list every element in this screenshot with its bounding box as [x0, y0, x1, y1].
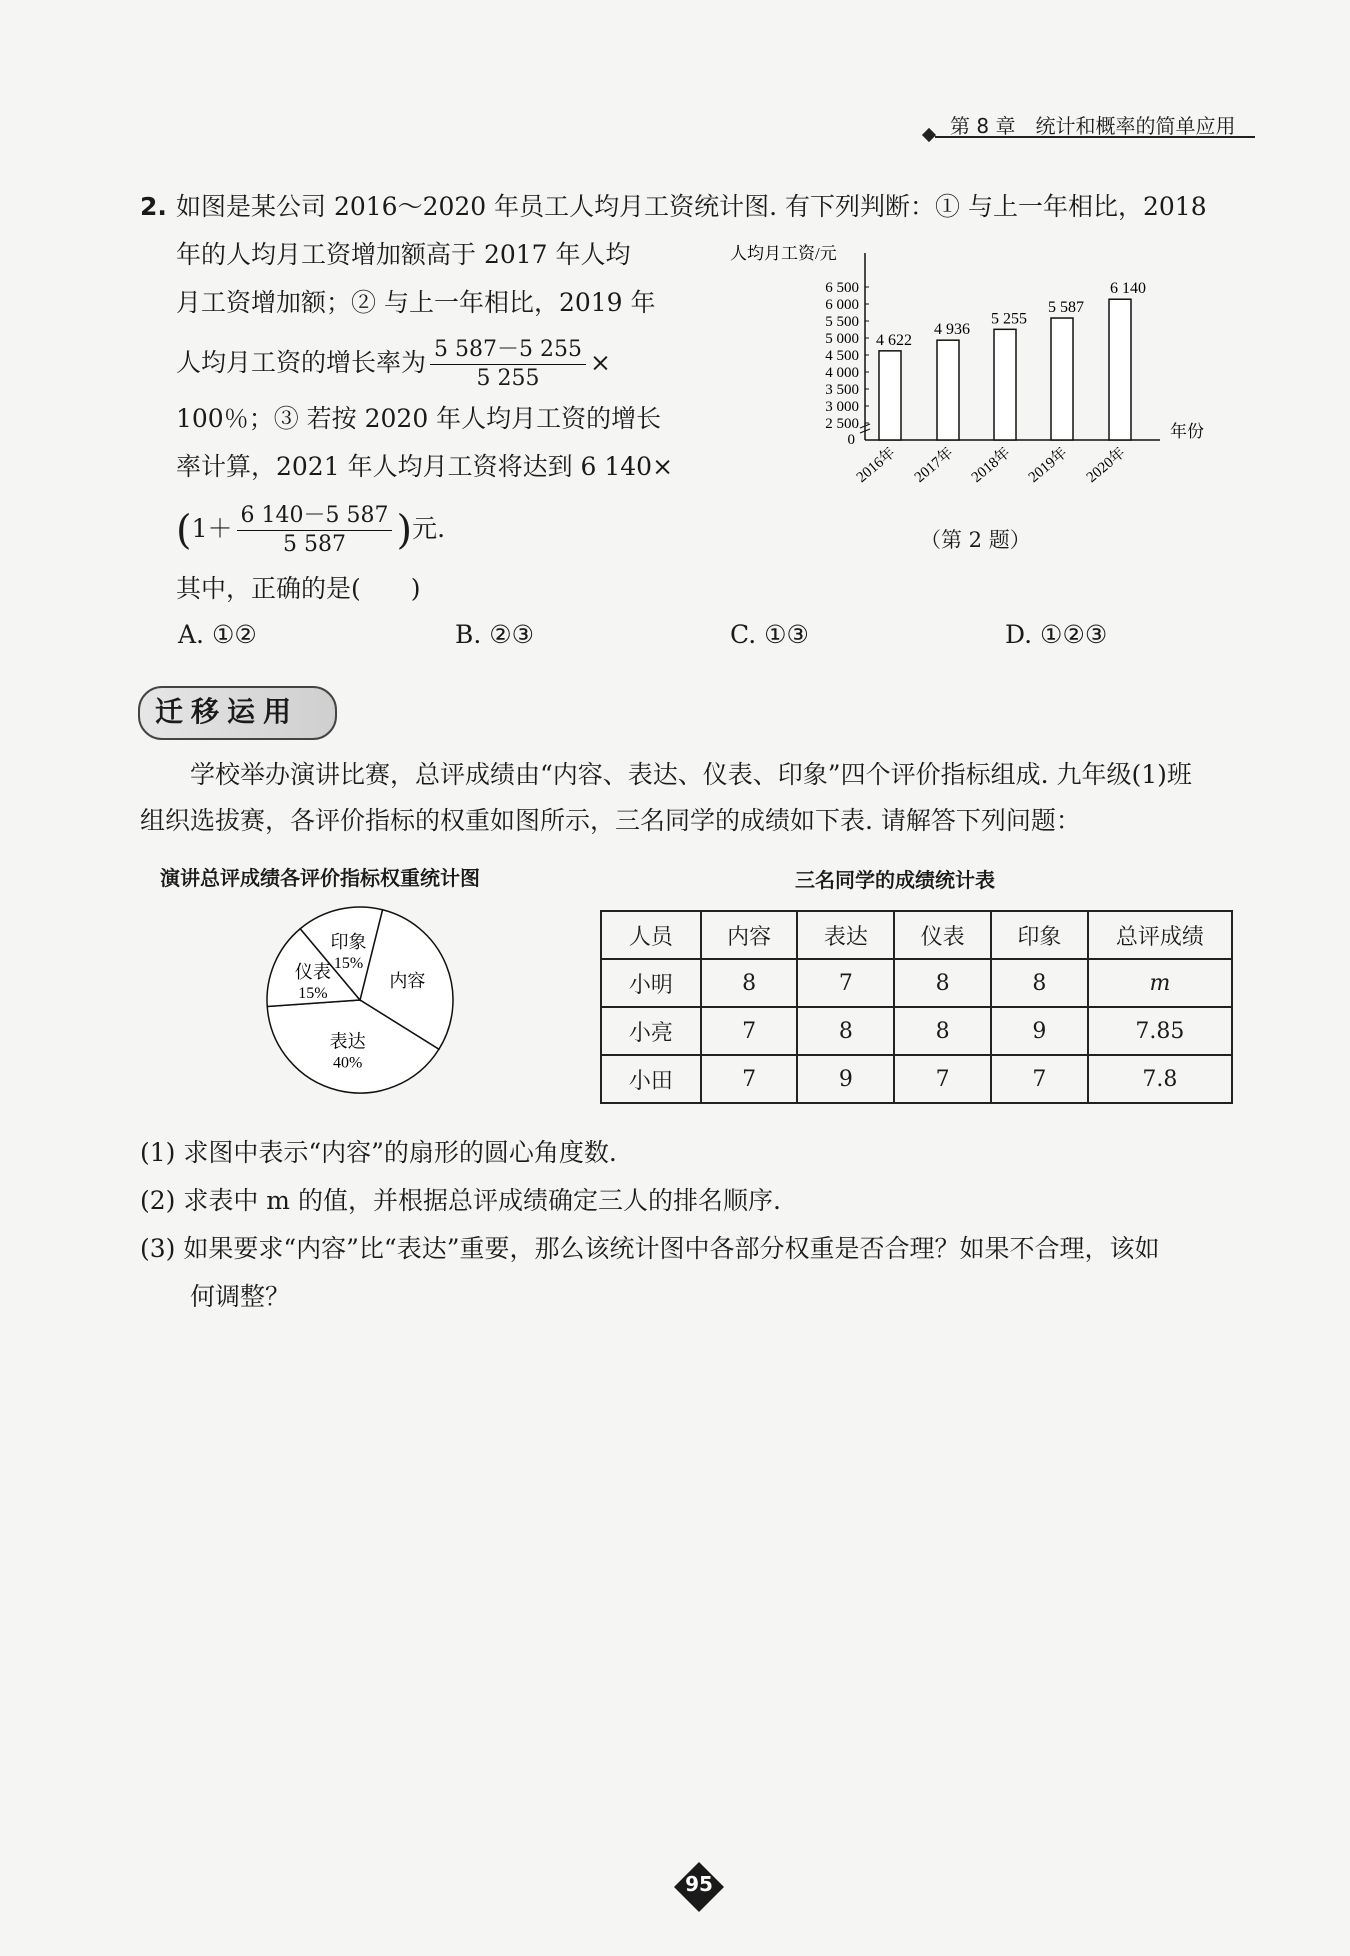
header-diamond-icon: [922, 128, 936, 142]
fraction-numerator: 6 140－5 587: [237, 502, 393, 531]
table-row: [601, 959, 1232, 1007]
frac2-prefix: 1＋: [191, 514, 233, 543]
x-tick-label: 2018年: [968, 444, 1014, 486]
y-tick-label: 5 500: [825, 314, 859, 330]
y-tick-label: 3 000: [825, 399, 859, 415]
weight-pie-chart: [255, 895, 465, 1105]
bar-value-label: 5 587: [1048, 299, 1084, 317]
table-cell: 7: [894, 1055, 991, 1103]
table-cell: 8: [991, 959, 1088, 1007]
y-tick-label: 5 000: [825, 331, 859, 347]
pie-slice-percent: 15%: [298, 985, 328, 1003]
x-axis-label: 年份: [1170, 422, 1204, 441]
question-line-7-text: 元.: [412, 514, 446, 543]
subquestion-3: (3) 如果要求“内容”比“表达”重要，那么该统计图中各部分权重是否合理？如果不合理，该如: [140, 1234, 1160, 1263]
question-line-4: [176, 336, 611, 393]
fraction-numerator: 5 587－5 255: [430, 336, 586, 365]
y-tick-label: 3 500: [825, 382, 859, 398]
table-cell: 8: [797, 1007, 894, 1055]
y-zero-label: 0: [847, 432, 855, 448]
paren-close: ): [396, 507, 413, 554]
table-cell: 9: [991, 1007, 1088, 1055]
table-cell: 9: [797, 1055, 894, 1103]
subquestion-3-cont: 何调整？: [190, 1282, 291, 1311]
table-cell: 内容: [701, 911, 798, 959]
table-cell: 表达: [797, 911, 894, 959]
bar: [1109, 299, 1131, 440]
page-number: 95: [685, 1872, 713, 1896]
table-row: [601, 1007, 1232, 1055]
table-cell: 7: [991, 1055, 1088, 1103]
bar: [937, 340, 959, 440]
pie-slice-percent: 15%: [333, 955, 364, 973]
option-b[interactable]: B. ②③: [455, 620, 535, 649]
subquestion-1: (1) 求图中表示“内容”的扇形的圆心角度数.: [140, 1138, 617, 1167]
y-tick-label: 2 500: [825, 416, 859, 432]
question-line-4-text: 人均月工资的增长率为: [176, 348, 427, 377]
bar: [1051, 318, 1073, 440]
x-tick-label: 2016年: [853, 444, 899, 486]
table-cell: 小田: [601, 1055, 701, 1103]
table-cell: 人员: [601, 911, 701, 959]
question-line-6: 率计算，2021 年人均月工资将达到 6 140×: [176, 452, 674, 481]
table-cell: 仪表: [894, 911, 991, 959]
pie-slice-label: 表达: [329, 1031, 366, 1052]
option-a[interactable]: A. ①②: [178, 620, 257, 649]
section-paragraph-line-1: 学校举办演讲比赛，总评成绩由“内容、表达、仪表、印象”四个评价指标组成. 九年级(1)班: [190, 760, 1192, 789]
table-cell: 小亮: [601, 1007, 701, 1055]
y-tick-label: 4 500: [825, 348, 859, 364]
question-line-7: [176, 502, 445, 559]
question-line-8: 其中，正确的是( ): [176, 574, 421, 603]
pie-slice-label: 内容: [389, 970, 426, 991]
table-header-row: [601, 911, 1232, 959]
fraction-denominator: 5 255: [476, 366, 540, 391]
chapter-header: 第 8 章 统计和概率的简单应用: [950, 114, 1236, 138]
figure-caption: （第 2 题）: [920, 528, 1031, 552]
bar-value-label: 6 140: [1110, 280, 1146, 298]
table-cell: 8: [701, 959, 798, 1007]
paren-open: (: [176, 507, 192, 554]
pie-slice-label: 仪表: [294, 962, 331, 983]
table-row: [601, 1055, 1232, 1103]
question-line-5: 100％；③ 若按 2020 年人均月工资的增长: [176, 404, 662, 433]
question-line-3: 月工资增加额；② 与上一年相比，2019 年: [176, 288, 656, 317]
projection-fraction: [237, 502, 393, 559]
question-line-1: 如图是某公司 2016～2020 年员工人均月工资统计图. 有下列判断：① 与上一年相比，2018: [176, 192, 1207, 221]
score-table: [600, 910, 1233, 1104]
bar: [879, 351, 901, 440]
table-cell: 8: [894, 1007, 991, 1055]
x-tick-label: 2020年: [1083, 444, 1129, 486]
bar-value-label: 4 622: [876, 331, 912, 349]
option-c[interactable]: C. ①③: [730, 620, 809, 649]
table-cell: 7.85: [1088, 1007, 1232, 1055]
table-cell: 8: [894, 959, 991, 1007]
fraction-denominator: 5 587: [283, 532, 346, 557]
question-number: 2.: [140, 192, 167, 221]
pie-slice-percent: 40%: [332, 1054, 363, 1072]
section-paragraph-line-2: 组织选拔赛，各评价指标的权重如图所示，三名同学的成绩如下表. 请解答下列问题：: [140, 806, 1081, 835]
growth-fraction: [430, 336, 586, 393]
section-title: 迁移运用: [155, 695, 300, 728]
table-cell: 小明: [601, 959, 701, 1007]
table-title: 三名同学的成绩统计表: [795, 868, 995, 892]
y-tick-label: 6 000: [825, 297, 859, 313]
times-sign: ×: [589, 348, 611, 377]
table-cell: 总评成绩: [1088, 911, 1232, 959]
y-tick-label: 6 500: [825, 280, 859, 296]
table-cell: 印象: [991, 911, 1088, 959]
y-axis-label: 人均月工资/元: [730, 244, 837, 263]
bar-value-label: 5 255: [991, 310, 1027, 328]
y-tick-label: 4 000: [825, 365, 859, 381]
option-d[interactable]: D. ①②③: [1005, 620, 1108, 649]
pie-chart-title: 演讲总评成绩各评价指标权重统计图: [160, 866, 480, 890]
bar-value-label: 4 936: [934, 321, 970, 339]
table-cell: 7: [701, 1055, 798, 1103]
x-tick-label: 2017年: [911, 444, 957, 486]
table-cell: 7.8: [1088, 1055, 1232, 1103]
table-cell: 7: [701, 1007, 798, 1055]
table-cell: m: [1088, 959, 1232, 1007]
salary-bar-chart: [720, 235, 1240, 520]
table-cell: 7: [797, 959, 894, 1007]
pie-slice-label: 印象: [330, 932, 367, 953]
subquestion-2: (2) 求表中 m 的值，并根据总评成绩确定三人的排名顺序.: [140, 1186, 781, 1215]
x-tick-label: 2019年: [1025, 444, 1071, 486]
bar: [994, 329, 1016, 440]
question-line-2: 年的人均月工资增加额高于 2017 年人均: [176, 240, 631, 269]
